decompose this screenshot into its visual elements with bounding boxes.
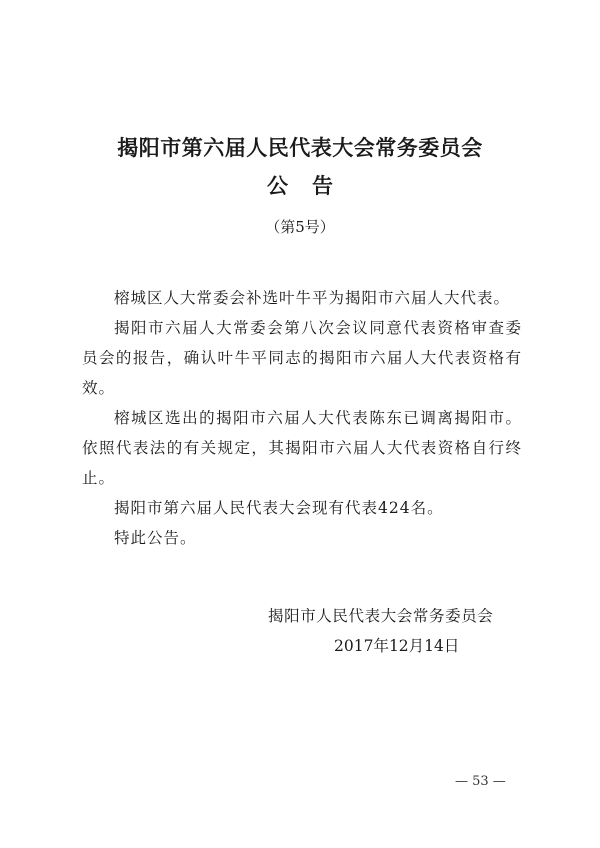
document-title: 揭阳市第六届人民代表大会常务委员会 [117, 136, 483, 160]
signature-date: 2017年12月14日 [334, 637, 460, 655]
signature-organization: 揭阳市人民代表大会常务委员会 [268, 607, 494, 625]
document-subtitle: 公告 [267, 174, 357, 198]
body-paragraph: 揭阳市第六届人民代表大会现有代表424名。 [114, 499, 444, 517]
announcement-body [82, 283, 522, 553]
page-number: — 53 — [455, 774, 506, 789]
body-paragraph: 榕城区选出的揭阳市六届人大代表陈东已调离揭阳市。依照代表法的有关规定，其揭阳市六届人大代表资格自行终止。 [82, 409, 522, 487]
document-number: （第5号） [265, 218, 335, 236]
body-paragraph: 特此公告。 [114, 529, 197, 547]
body-paragraph: 榕城区人大常委会补选叶牛平为揭阳市六届人大代表。 [114, 289, 511, 307]
body-paragraph: 揭阳市六届人大常委会第八次会议同意代表资格审查委员会的报告，确认叶牛平同志的揭阳市六届人大代表资格有效。 [82, 319, 522, 397]
